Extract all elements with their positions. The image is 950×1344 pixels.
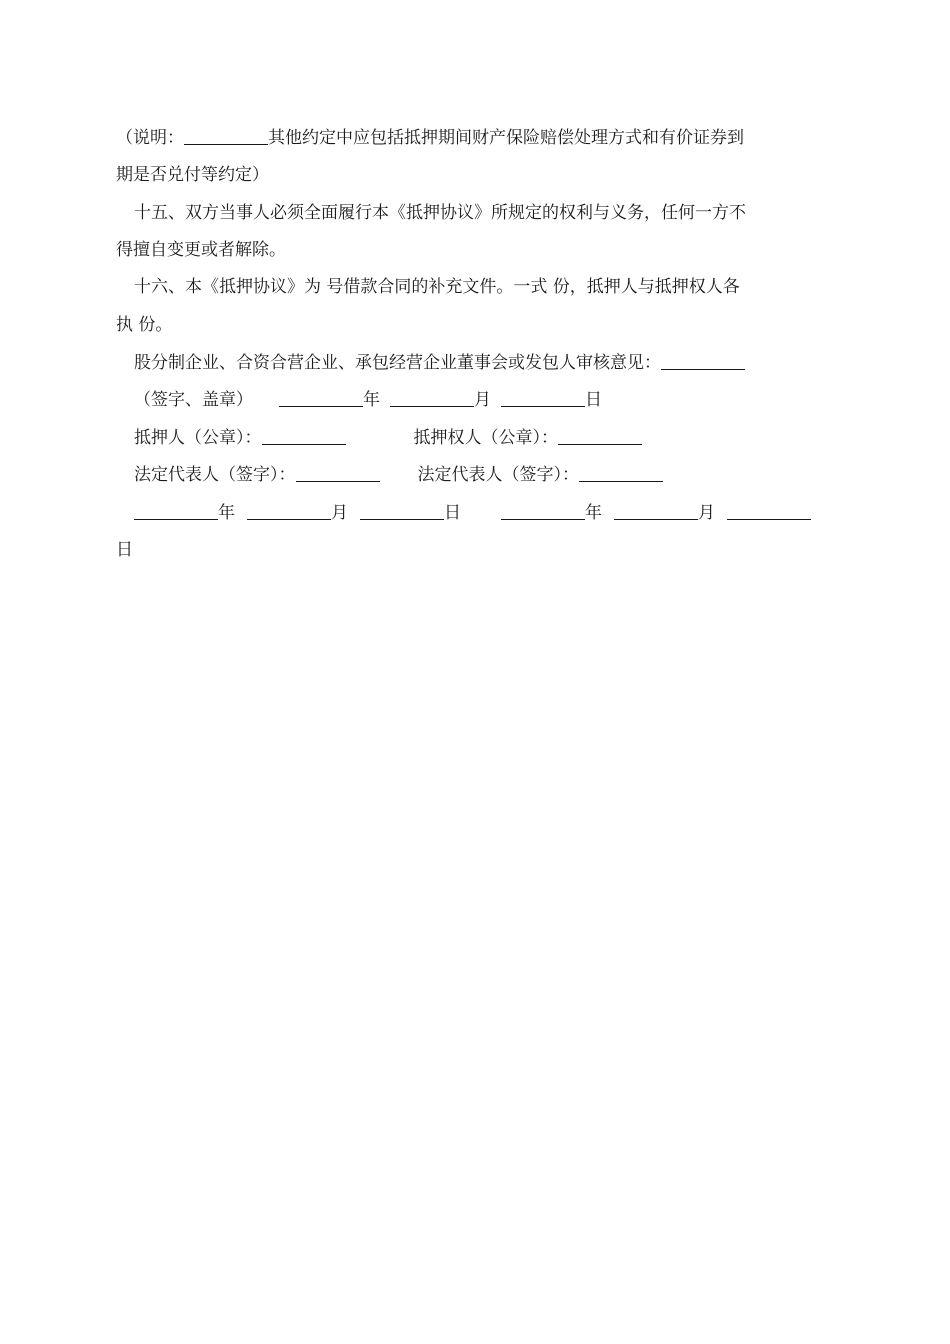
blank-field bbox=[661, 353, 745, 370]
day-label: 日 bbox=[444, 503, 461, 523]
review-label: 股分制企业、合资合营企业、承包经营企业董事会或发包人审核意见： bbox=[134, 353, 661, 373]
note-line-2 bbox=[116, 164, 836, 186]
blank-field bbox=[501, 503, 585, 520]
note-line-1 bbox=[116, 127, 836, 149]
blank-field bbox=[614, 503, 698, 520]
item-16-text-2: 执 份。 bbox=[116, 315, 173, 335]
note-text: 其他约定中应包括抵押期间财产保险赔偿处理方式和有价证券到 bbox=[268, 128, 744, 148]
mortgagee-label: 抵押权人（公章）： bbox=[413, 428, 558, 448]
blank-field bbox=[279, 390, 363, 407]
blank-field bbox=[184, 128, 268, 145]
note-prefix: （说明： bbox=[116, 128, 184, 148]
item-15-text: 十五、双方当事人必须全面履行本《抵押协议》所规定的权利与义务，任何一方不 bbox=[134, 203, 746, 223]
review-opinion-line bbox=[134, 352, 854, 374]
blank-field bbox=[390, 390, 474, 407]
mortgagor-label: 抵押人（公章）： bbox=[134, 428, 262, 448]
item-16-text: 十六、本《抵押协议》为 号借款合同的补充文件。一式 份，抵押人与抵押权人各 bbox=[134, 277, 740, 297]
dates-line-2 bbox=[116, 539, 836, 561]
dates-line bbox=[134, 502, 854, 524]
legal-rep-line bbox=[134, 464, 854, 486]
item-15-line-1 bbox=[134, 202, 854, 224]
blank-field bbox=[134, 503, 218, 520]
year-label: 年 bbox=[585, 503, 602, 523]
blank-field bbox=[296, 465, 380, 482]
item-16-line-1 bbox=[134, 276, 854, 298]
month-label: 月 bbox=[474, 390, 491, 410]
year-label: 年 bbox=[363, 390, 380, 410]
blank-field bbox=[360, 503, 444, 520]
month-label: 月 bbox=[698, 503, 715, 523]
sign-date-line bbox=[134, 389, 854, 411]
day-label: 日 bbox=[116, 540, 133, 560]
blank-field bbox=[558, 428, 642, 445]
parties-seal-line bbox=[134, 427, 854, 449]
item-16-line-2 bbox=[116, 314, 836, 336]
blank-field bbox=[579, 465, 663, 482]
blank-field bbox=[727, 503, 811, 520]
item-15-line-2 bbox=[116, 239, 836, 261]
note-text-2: 期是否兑付等约定） bbox=[116, 165, 269, 185]
blank-field bbox=[262, 428, 346, 445]
legal-rep-label-1: 法定代表人（签字）： bbox=[134, 465, 296, 485]
sign-seal-label: （签字、盖章） bbox=[134, 390, 253, 410]
blank-field bbox=[247, 503, 331, 520]
item-15-text-2: 得擅自变更或者解除。 bbox=[116, 240, 286, 260]
year-label: 年 bbox=[218, 503, 235, 523]
month-label: 月 bbox=[331, 503, 348, 523]
legal-rep-label-2: 法定代表人（签字）： bbox=[417, 465, 579, 485]
day-label: 日 bbox=[585, 390, 602, 410]
blank-field bbox=[501, 390, 585, 407]
